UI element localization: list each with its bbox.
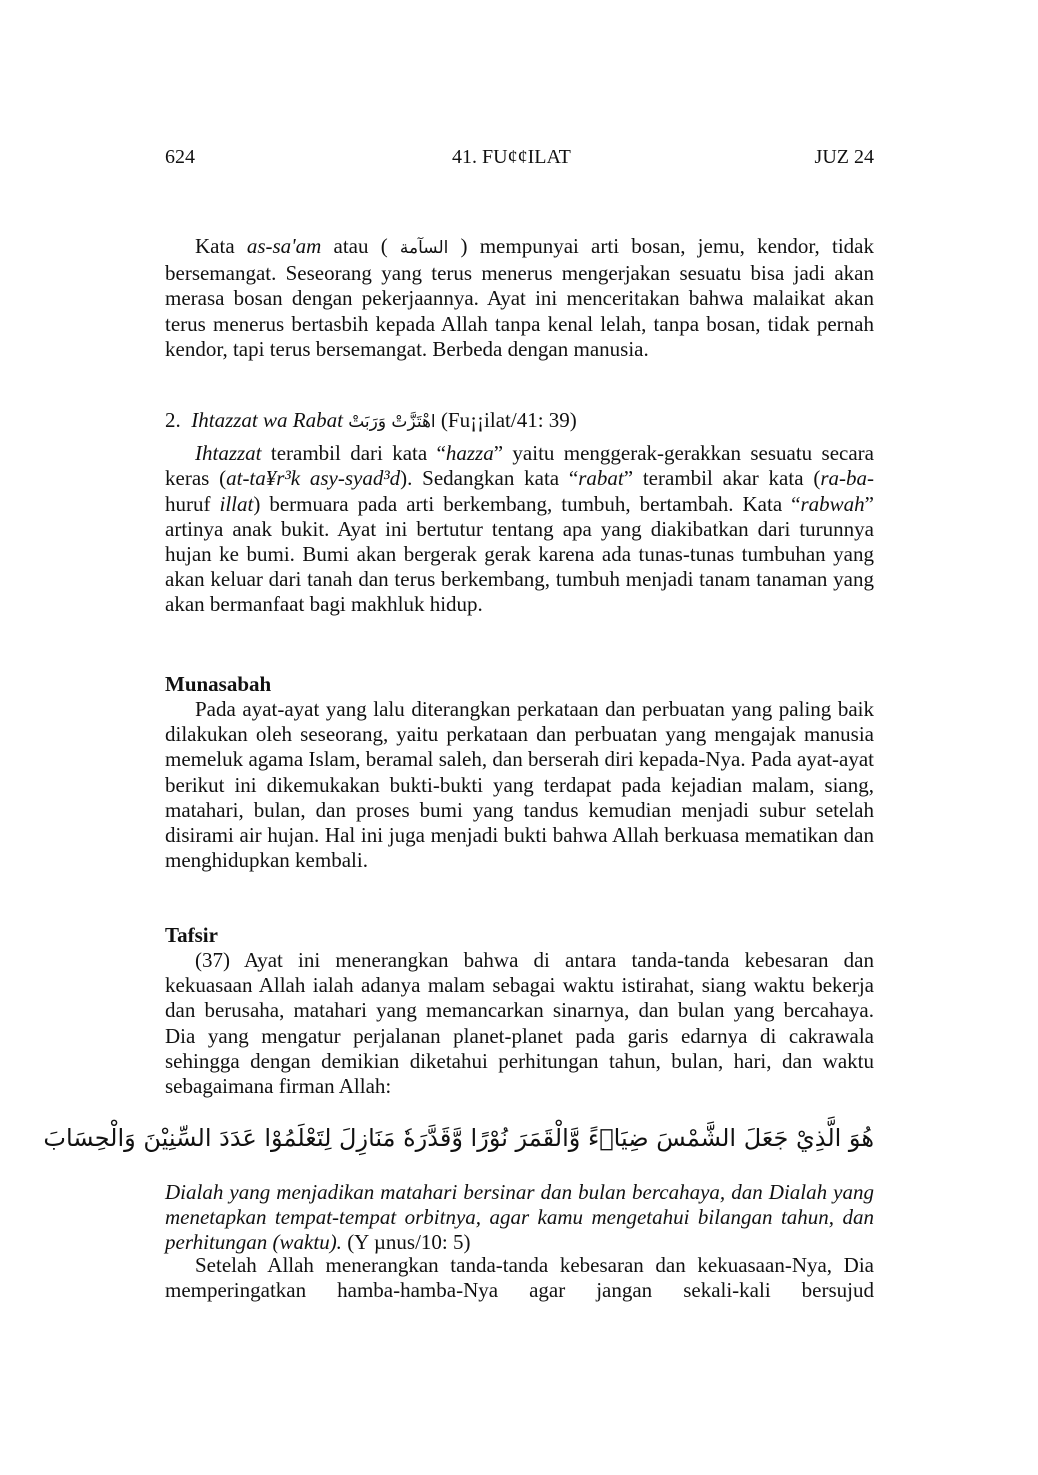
text: ) bermuara pada arti berkembang, tumbuh, bertambah. Kata “ (253, 491, 801, 516)
item-number: 2. (165, 408, 181, 432)
munasabah-text: Pada ayat-ayat yang lalu diterangkan perkataan dan perbuatan yang paling baik dilakukan oleh seseorang, yaitu perkataan dan perbuatan yang mengajak manusia memeluk agama Islam, beramal saleh, dan berserah diri kepada-Nya. Pada ayat-ayat berikut ini dikemukakan bukti-bukti yang terdapat pada kejadian malam, siang, matahari, bulan, dan proses bumi yang tandus kemudian menjadi subur setelah disirami air hujan. Hal ini juga menjadi bukti bahwa Allah berkuasa mematikan dan menghidupkan kembali. (165, 697, 874, 873)
juz-label: JUZ 24 (814, 146, 874, 168)
text: ” artinya anak bukit. Ayat ini bertutur tentang apa yang diakibatkan dari turunnya hujan ke bumi. Bumi akan bergerak gerak karena ada tunas-tunas tumbuhan yang akan keluar dari tanah dan terus berkembang, tumbuh menjadi tanam tanaman yang akan bermanfaat bagi makhluk hidup. (165, 491, 874, 617)
text: ” yaitu menggerak-gerakkan sesuatu secara keras ( (165, 441, 874, 491)
text: ) mempunyai arti bosan, jemu, kendor, tidak bersemangat. Seseorang yang terus menerus mengerjakan sesuatu bisa jadi akan merasa bosan dengan pekerjaannya. Ayat ini menceritakan bahwa malaikat akan terus menerus bertasbih kepada Allah tanpa kenal lelah, tanpa bosan, tidak pernah kendor, tapi terus bersemangat. Berbeda dengan manusia. (165, 234, 874, 361)
tafsir-text: (37) Ayat ini menerangkan bahwa di antara tanda-tanda kebesaran dan kekuasaan Allah ialah adanya malam sebagai waktu istirahat, siang waktu bekerja dan berusaha, matahari yang memancarkan sinarnya, dan bulan yang bercahaya. Dia yang mengatur perjalanan planet-planet pada garis edarnya di cakrawala sehingga dengan demikian diketahui perhitungan tahun, bulan, hari, dan waktu sebagaimana firman Allah: (165, 948, 874, 1099)
verse-reference: (Fu¡¡ilat/41: 39) (440, 408, 577, 432)
text: atau ( (321, 234, 400, 258)
term: as-sa'am (246, 234, 322, 258)
item-2 (165, 408, 874, 618)
section-heading: Tafsir (165, 923, 218, 947)
arabic-word: السآمة (399, 238, 449, 258)
term: Ihtazzat (195, 441, 262, 466)
term: illat (219, 491, 254, 516)
section-heading: Munasabah (165, 672, 272, 696)
term: hazza (445, 441, 494, 466)
text: ). Sedangkan kata “ (400, 466, 579, 491)
text: ” terambil akar kata ( (623, 466, 821, 491)
closing-paragraph (165, 1253, 874, 1303)
paragraph-as-saam (165, 234, 874, 362)
munasabah-section (165, 672, 874, 873)
paragraph-ihtazzat (165, 441, 874, 617)
term: rabat (578, 466, 624, 491)
text: -huruf (165, 466, 874, 516)
translation-text: Dialah yang menjadikan matahari bersinar dan bulan bercahaya, dan Dialah yang menetapkan tempat-tempat orbitnya, agar kamu mengetahui bilangan tahun, dan perhitungan (waktu). (165, 1180, 874, 1255)
running-header (165, 146, 874, 172)
arabic-verse: هُوَ الَّذِيْ جَعَلَ الشَّمْسَ ضِيَاۤءً وَّالْقَمَرَ نُوْرًا وَّقَدَّرَهٗ مَنَازِلَ لِتَعْلَمُوْا عَدَدَ السِّنِيْنَ وَالْحِسَابَ (43, 1124, 874, 1152)
closing-text: Setelah Allah menerangkan tanda-tanda kebesaran dan kekuasaan-Nya, Dia memperingatkan hamba-hamba-Nya agar jangan sekali-kali bersujud (165, 1253, 874, 1303)
text: terambil dari kata “ (261, 441, 446, 466)
surah-title: 41. FU¢¢ILAT (452, 146, 571, 168)
tafsir-section (165, 923, 874, 1099)
page-number: 624 (165, 146, 195, 168)
verse-translation (165, 1180, 874, 1256)
term: rabwah (800, 491, 865, 516)
item-title: Ihtazzat wa Rabat (191, 408, 343, 432)
arabic-word: اهْتَزَّتْ وَرَبَتْ (348, 412, 436, 432)
verse-reference: (Y µnus/10: 5) (347, 1230, 471, 1255)
term: ra-ba (820, 466, 867, 491)
text: Kata (195, 234, 247, 258)
term: at-ta¥r³k asy-syad³d (226, 466, 401, 491)
